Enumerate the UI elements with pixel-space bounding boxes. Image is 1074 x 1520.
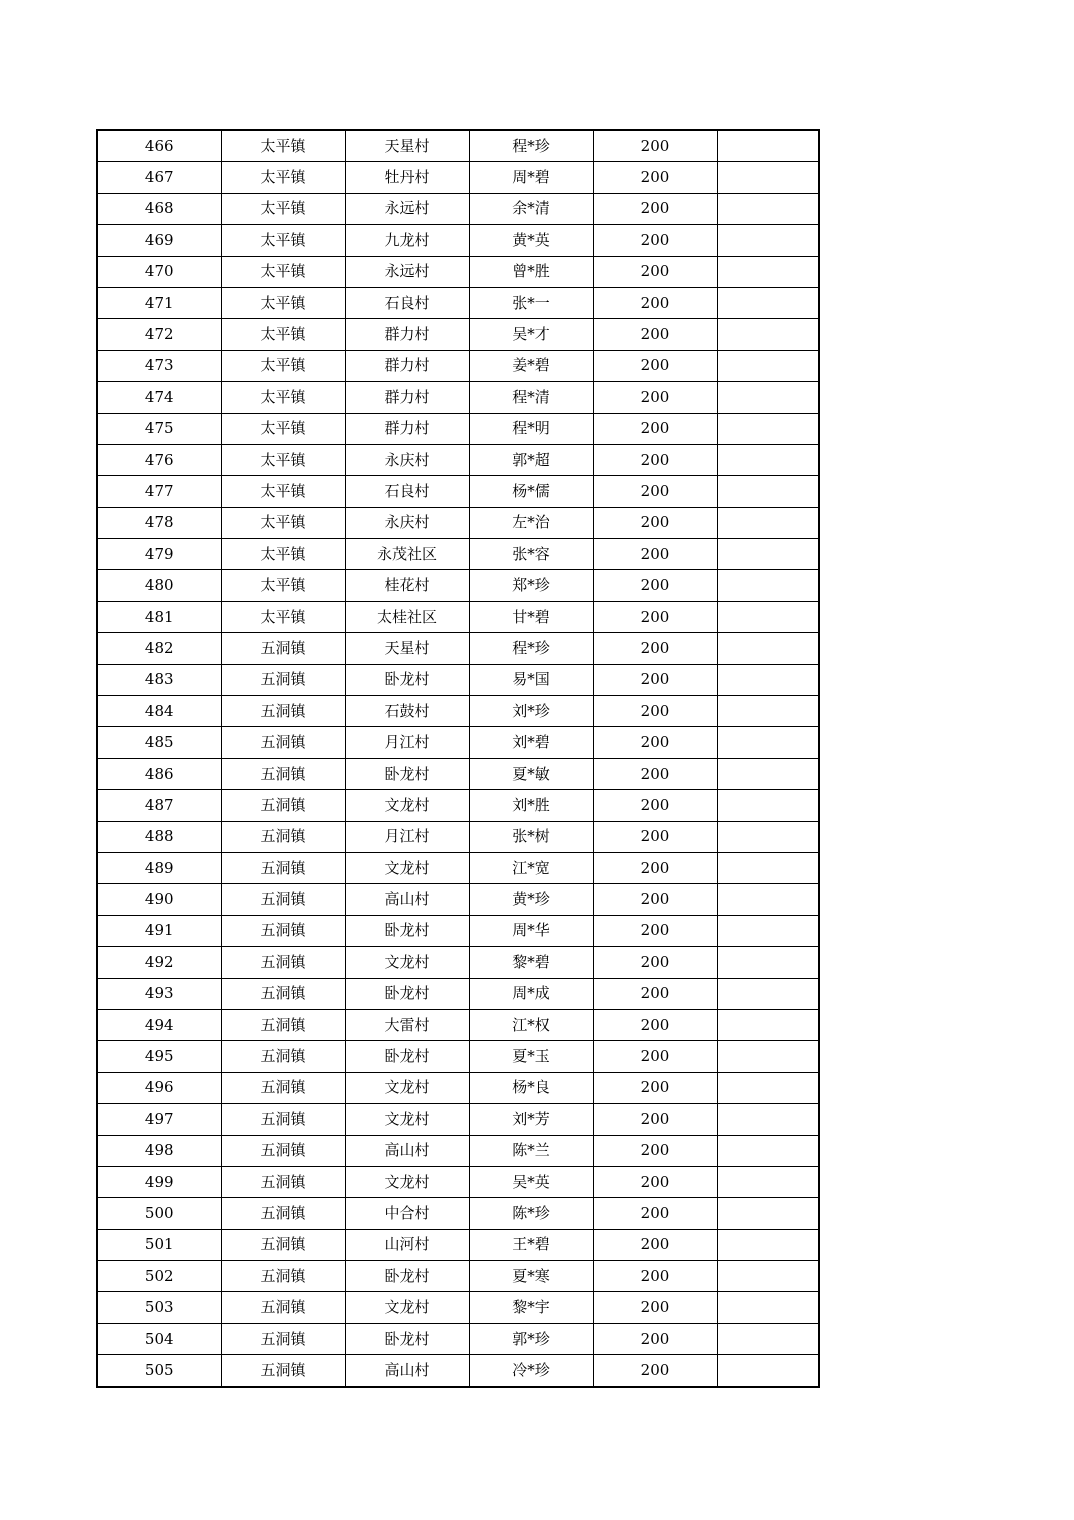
name-cell: 吴*才 xyxy=(469,319,593,350)
town-cell: 太平镇 xyxy=(221,256,345,287)
note-cell xyxy=(717,162,819,193)
table-row xyxy=(97,758,819,789)
town-cell: 五洞镇 xyxy=(221,821,345,852)
amount-cell: 200 xyxy=(593,1104,717,1135)
row-number-cell: 483 xyxy=(97,664,221,695)
village-cell: 牡丹村 xyxy=(345,162,469,193)
row-number-cell: 490 xyxy=(97,884,221,915)
town-cell: 太平镇 xyxy=(221,193,345,224)
village-cell: 高山村 xyxy=(345,884,469,915)
name-cell: 刘*胜 xyxy=(469,790,593,821)
name-cell: 周*碧 xyxy=(469,162,593,193)
name-cell: 夏*敏 xyxy=(469,758,593,789)
amount-cell: 200 xyxy=(593,664,717,695)
village-cell: 天星村 xyxy=(345,130,469,162)
row-number-cell: 503 xyxy=(97,1292,221,1323)
note-cell xyxy=(717,852,819,883)
note-cell xyxy=(717,319,819,350)
amount-cell: 200 xyxy=(593,915,717,946)
table-row xyxy=(97,1104,819,1135)
table-row xyxy=(97,350,819,381)
table-row xyxy=(97,539,819,570)
note-cell xyxy=(717,601,819,632)
row-number-cell: 488 xyxy=(97,821,221,852)
name-cell: 郑*珍 xyxy=(469,570,593,601)
amount-cell: 200 xyxy=(593,790,717,821)
town-cell: 太平镇 xyxy=(221,539,345,570)
row-number-cell: 494 xyxy=(97,1009,221,1040)
amount-cell: 200 xyxy=(593,507,717,538)
amount-cell: 200 xyxy=(593,884,717,915)
name-cell: 左*治 xyxy=(469,507,593,538)
town-cell: 五洞镇 xyxy=(221,1041,345,1072)
row-number-cell: 491 xyxy=(97,915,221,946)
town-cell: 五洞镇 xyxy=(221,1135,345,1166)
amount-cell: 200 xyxy=(593,821,717,852)
note-cell xyxy=(717,790,819,821)
town-cell: 五洞镇 xyxy=(221,1229,345,1260)
table-row xyxy=(97,633,819,664)
table-row xyxy=(97,507,819,538)
note-cell xyxy=(717,539,819,570)
town-cell: 太平镇 xyxy=(221,350,345,381)
note-cell xyxy=(717,130,819,162)
village-cell: 卧龙村 xyxy=(345,1261,469,1292)
row-number-cell: 466 xyxy=(97,130,221,162)
town-cell: 五洞镇 xyxy=(221,915,345,946)
row-number-cell: 485 xyxy=(97,727,221,758)
town-cell: 太平镇 xyxy=(221,382,345,413)
town-cell: 五洞镇 xyxy=(221,1355,345,1387)
village-cell: 永茂社区 xyxy=(345,539,469,570)
row-number-cell: 470 xyxy=(97,256,221,287)
amount-cell: 200 xyxy=(593,193,717,224)
name-cell: 程*珍 xyxy=(469,633,593,664)
note-cell xyxy=(717,1166,819,1197)
name-cell: 程*清 xyxy=(469,382,593,413)
village-cell: 卧龙村 xyxy=(345,915,469,946)
note-cell xyxy=(717,256,819,287)
note-cell xyxy=(717,507,819,538)
table-row xyxy=(97,413,819,444)
name-cell: 周*成 xyxy=(469,978,593,1009)
name-cell: 王*碧 xyxy=(469,1229,593,1260)
table-row xyxy=(97,287,819,318)
village-cell: 石良村 xyxy=(345,476,469,507)
table-row xyxy=(97,319,819,350)
town-cell: 五洞镇 xyxy=(221,696,345,727)
name-cell: 杨*良 xyxy=(469,1072,593,1103)
town-cell: 五洞镇 xyxy=(221,1198,345,1229)
row-number-cell: 487 xyxy=(97,790,221,821)
amount-cell: 200 xyxy=(593,1292,717,1323)
village-cell: 卧龙村 xyxy=(345,1041,469,1072)
row-number-cell: 496 xyxy=(97,1072,221,1103)
amount-cell: 200 xyxy=(593,978,717,1009)
name-cell: 程*明 xyxy=(469,413,593,444)
table-row xyxy=(97,162,819,193)
row-number-cell: 481 xyxy=(97,601,221,632)
village-cell: 大雷村 xyxy=(345,1009,469,1040)
amount-cell: 200 xyxy=(593,1323,717,1354)
table-row xyxy=(97,476,819,507)
row-number-cell: 492 xyxy=(97,947,221,978)
table-row xyxy=(97,601,819,632)
village-cell: 高山村 xyxy=(345,1355,469,1387)
note-cell xyxy=(717,193,819,224)
name-cell: 易*国 xyxy=(469,664,593,695)
name-cell: 张*一 xyxy=(469,287,593,318)
table-row xyxy=(97,947,819,978)
table-row xyxy=(97,727,819,758)
amount-cell: 200 xyxy=(593,947,717,978)
village-cell: 九龙村 xyxy=(345,225,469,256)
amount-cell: 200 xyxy=(593,727,717,758)
table-row xyxy=(97,1009,819,1040)
village-cell: 永远村 xyxy=(345,256,469,287)
town-cell: 太平镇 xyxy=(221,287,345,318)
table-row xyxy=(97,821,819,852)
table-row xyxy=(97,1261,819,1292)
note-cell xyxy=(717,821,819,852)
roster-table xyxy=(96,129,820,1388)
note-cell xyxy=(717,1292,819,1323)
row-number-cell: 471 xyxy=(97,287,221,318)
note-cell xyxy=(717,413,819,444)
name-cell: 余*清 xyxy=(469,193,593,224)
name-cell: 周*华 xyxy=(469,915,593,946)
amount-cell: 200 xyxy=(593,1198,717,1229)
row-number-cell: 479 xyxy=(97,539,221,570)
amount-cell: 200 xyxy=(593,256,717,287)
village-cell: 天星村 xyxy=(345,633,469,664)
village-cell: 群力村 xyxy=(345,413,469,444)
village-cell: 月江村 xyxy=(345,821,469,852)
name-cell: 夏*寒 xyxy=(469,1261,593,1292)
table-row xyxy=(97,978,819,1009)
village-cell: 文龙村 xyxy=(345,1072,469,1103)
town-cell: 五洞镇 xyxy=(221,884,345,915)
town-cell: 五洞镇 xyxy=(221,633,345,664)
amount-cell: 200 xyxy=(593,852,717,883)
amount-cell: 200 xyxy=(593,1166,717,1197)
row-number-cell: 477 xyxy=(97,476,221,507)
note-cell xyxy=(717,633,819,664)
note-cell xyxy=(717,382,819,413)
village-cell: 石鼓村 xyxy=(345,696,469,727)
table-row xyxy=(97,193,819,224)
note-cell xyxy=(717,1261,819,1292)
name-cell: 程*珍 xyxy=(469,130,593,162)
amount-cell: 200 xyxy=(593,319,717,350)
row-number-cell: 505 xyxy=(97,1355,221,1387)
town-cell: 五洞镇 xyxy=(221,978,345,1009)
name-cell: 陈*珍 xyxy=(469,1198,593,1229)
table-row xyxy=(97,225,819,256)
amount-cell: 200 xyxy=(593,130,717,162)
amount-cell: 200 xyxy=(593,1229,717,1260)
village-cell: 文龙村 xyxy=(345,1166,469,1197)
table-row xyxy=(97,130,819,162)
table-row xyxy=(97,790,819,821)
table-row xyxy=(97,1323,819,1354)
table-row xyxy=(97,444,819,475)
note-cell xyxy=(717,947,819,978)
table-row xyxy=(97,884,819,915)
village-cell: 永庆村 xyxy=(345,444,469,475)
name-cell: 黄*珍 xyxy=(469,884,593,915)
row-number-cell: 468 xyxy=(97,193,221,224)
amount-cell: 200 xyxy=(593,1261,717,1292)
row-number-cell: 475 xyxy=(97,413,221,444)
table-row xyxy=(97,1229,819,1260)
row-number-cell: 473 xyxy=(97,350,221,381)
table-row xyxy=(97,664,819,695)
name-cell: 郭*超 xyxy=(469,444,593,475)
amount-cell: 200 xyxy=(593,1355,717,1387)
amount-cell: 200 xyxy=(593,633,717,664)
note-cell xyxy=(717,1355,819,1387)
name-cell: 刘*珍 xyxy=(469,696,593,727)
village-cell: 高山村 xyxy=(345,1135,469,1166)
name-cell: 甘*碧 xyxy=(469,601,593,632)
amount-cell: 200 xyxy=(593,601,717,632)
note-cell xyxy=(717,1041,819,1072)
town-cell: 五洞镇 xyxy=(221,1166,345,1197)
table-row xyxy=(97,852,819,883)
town-cell: 五洞镇 xyxy=(221,1292,345,1323)
village-cell: 卧龙村 xyxy=(345,758,469,789)
row-number-cell: 476 xyxy=(97,444,221,475)
note-cell xyxy=(717,696,819,727)
row-number-cell: 501 xyxy=(97,1229,221,1260)
table-row xyxy=(97,915,819,946)
amount-cell: 200 xyxy=(593,225,717,256)
row-number-cell: 498 xyxy=(97,1135,221,1166)
amount-cell: 200 xyxy=(593,287,717,318)
village-cell: 文龙村 xyxy=(345,852,469,883)
note-cell xyxy=(717,570,819,601)
table-row xyxy=(97,570,819,601)
table-row xyxy=(97,696,819,727)
amount-cell: 200 xyxy=(593,1009,717,1040)
name-cell: 冷*珍 xyxy=(469,1355,593,1387)
table-row xyxy=(97,1166,819,1197)
note-cell xyxy=(717,664,819,695)
row-number-cell: 469 xyxy=(97,225,221,256)
amount-cell: 200 xyxy=(593,1072,717,1103)
amount-cell: 200 xyxy=(593,444,717,475)
name-cell: 郭*珍 xyxy=(469,1323,593,1354)
amount-cell: 200 xyxy=(593,382,717,413)
note-cell xyxy=(717,225,819,256)
village-cell: 月江村 xyxy=(345,727,469,758)
town-cell: 太平镇 xyxy=(221,413,345,444)
name-cell: 陈*兰 xyxy=(469,1135,593,1166)
town-cell: 太平镇 xyxy=(221,162,345,193)
town-cell: 五洞镇 xyxy=(221,790,345,821)
town-cell: 五洞镇 xyxy=(221,727,345,758)
row-number-cell: 499 xyxy=(97,1166,221,1197)
town-cell: 五洞镇 xyxy=(221,1323,345,1354)
table-row xyxy=(97,1198,819,1229)
village-cell: 卧龙村 xyxy=(345,664,469,695)
amount-cell: 200 xyxy=(593,539,717,570)
table-row xyxy=(97,1135,819,1166)
note-cell xyxy=(717,915,819,946)
row-number-cell: 500 xyxy=(97,1198,221,1229)
town-cell: 太平镇 xyxy=(221,130,345,162)
amount-cell: 200 xyxy=(593,162,717,193)
note-cell xyxy=(717,1198,819,1229)
row-number-cell: 497 xyxy=(97,1104,221,1135)
amount-cell: 200 xyxy=(593,350,717,381)
village-cell: 文龙村 xyxy=(345,1292,469,1323)
table-row xyxy=(97,1292,819,1323)
note-cell xyxy=(717,1072,819,1103)
village-cell: 文龙村 xyxy=(345,790,469,821)
name-cell: 张*容 xyxy=(469,539,593,570)
village-cell: 群力村 xyxy=(345,350,469,381)
row-number-cell: 478 xyxy=(97,507,221,538)
town-cell: 太平镇 xyxy=(221,601,345,632)
amount-cell: 200 xyxy=(593,758,717,789)
table-row xyxy=(97,382,819,413)
name-cell: 夏*玉 xyxy=(469,1041,593,1072)
note-cell xyxy=(717,287,819,318)
name-cell: 刘*碧 xyxy=(469,727,593,758)
town-cell: 五洞镇 xyxy=(221,947,345,978)
village-cell: 文龙村 xyxy=(345,1104,469,1135)
village-cell: 中合村 xyxy=(345,1198,469,1229)
name-cell: 杨*儒 xyxy=(469,476,593,507)
village-cell: 桂花村 xyxy=(345,570,469,601)
note-cell xyxy=(717,884,819,915)
row-number-cell: 493 xyxy=(97,978,221,1009)
village-cell: 石良村 xyxy=(345,287,469,318)
table-row xyxy=(97,1355,819,1387)
row-number-cell: 486 xyxy=(97,758,221,789)
note-cell xyxy=(717,1229,819,1260)
row-number-cell: 467 xyxy=(97,162,221,193)
village-cell: 山河村 xyxy=(345,1229,469,1260)
town-cell: 太平镇 xyxy=(221,570,345,601)
name-cell: 黄*英 xyxy=(469,225,593,256)
table-row xyxy=(97,256,819,287)
name-cell: 曾*胜 xyxy=(469,256,593,287)
town-cell: 五洞镇 xyxy=(221,664,345,695)
town-cell: 五洞镇 xyxy=(221,852,345,883)
town-cell: 五洞镇 xyxy=(221,1261,345,1292)
note-cell xyxy=(717,444,819,475)
village-cell: 卧龙村 xyxy=(345,1323,469,1354)
name-cell: 张*树 xyxy=(469,821,593,852)
name-cell: 江*宽 xyxy=(469,852,593,883)
village-cell: 永庆村 xyxy=(345,507,469,538)
table-row xyxy=(97,1041,819,1072)
note-cell xyxy=(717,727,819,758)
town-cell: 太平镇 xyxy=(221,507,345,538)
note-cell xyxy=(717,1323,819,1354)
row-number-cell: 504 xyxy=(97,1323,221,1354)
name-cell: 吴*英 xyxy=(469,1166,593,1197)
amount-cell: 200 xyxy=(593,1135,717,1166)
row-number-cell: 480 xyxy=(97,570,221,601)
roster-table-body xyxy=(97,130,819,1387)
town-cell: 太平镇 xyxy=(221,444,345,475)
village-cell: 文龙村 xyxy=(345,947,469,978)
note-cell xyxy=(717,758,819,789)
town-cell: 太平镇 xyxy=(221,225,345,256)
row-number-cell: 474 xyxy=(97,382,221,413)
row-number-cell: 472 xyxy=(97,319,221,350)
town-cell: 五洞镇 xyxy=(221,1072,345,1103)
name-cell: 江*权 xyxy=(469,1009,593,1040)
amount-cell: 200 xyxy=(593,696,717,727)
row-number-cell: 495 xyxy=(97,1041,221,1072)
amount-cell: 200 xyxy=(593,1041,717,1072)
town-cell: 太平镇 xyxy=(221,476,345,507)
town-cell: 五洞镇 xyxy=(221,1104,345,1135)
village-cell: 群力村 xyxy=(345,319,469,350)
note-cell xyxy=(717,978,819,1009)
name-cell: 姜*碧 xyxy=(469,350,593,381)
row-number-cell: 489 xyxy=(97,852,221,883)
town-cell: 太平镇 xyxy=(221,319,345,350)
note-cell xyxy=(717,350,819,381)
amount-cell: 200 xyxy=(593,476,717,507)
name-cell: 黎*碧 xyxy=(469,947,593,978)
note-cell xyxy=(717,1135,819,1166)
name-cell: 刘*芳 xyxy=(469,1104,593,1135)
note-cell xyxy=(717,476,819,507)
village-cell: 太桂社区 xyxy=(345,601,469,632)
row-number-cell: 482 xyxy=(97,633,221,664)
note-cell xyxy=(717,1009,819,1040)
amount-cell: 200 xyxy=(593,413,717,444)
village-cell: 群力村 xyxy=(345,382,469,413)
table-row xyxy=(97,1072,819,1103)
amount-cell: 200 xyxy=(593,570,717,601)
town-cell: 五洞镇 xyxy=(221,758,345,789)
village-cell: 卧龙村 xyxy=(345,978,469,1009)
row-number-cell: 484 xyxy=(97,696,221,727)
row-number-cell: 502 xyxy=(97,1261,221,1292)
town-cell: 五洞镇 xyxy=(221,1009,345,1040)
village-cell: 永远村 xyxy=(345,193,469,224)
name-cell: 黎*宇 xyxy=(469,1292,593,1323)
note-cell xyxy=(717,1104,819,1135)
